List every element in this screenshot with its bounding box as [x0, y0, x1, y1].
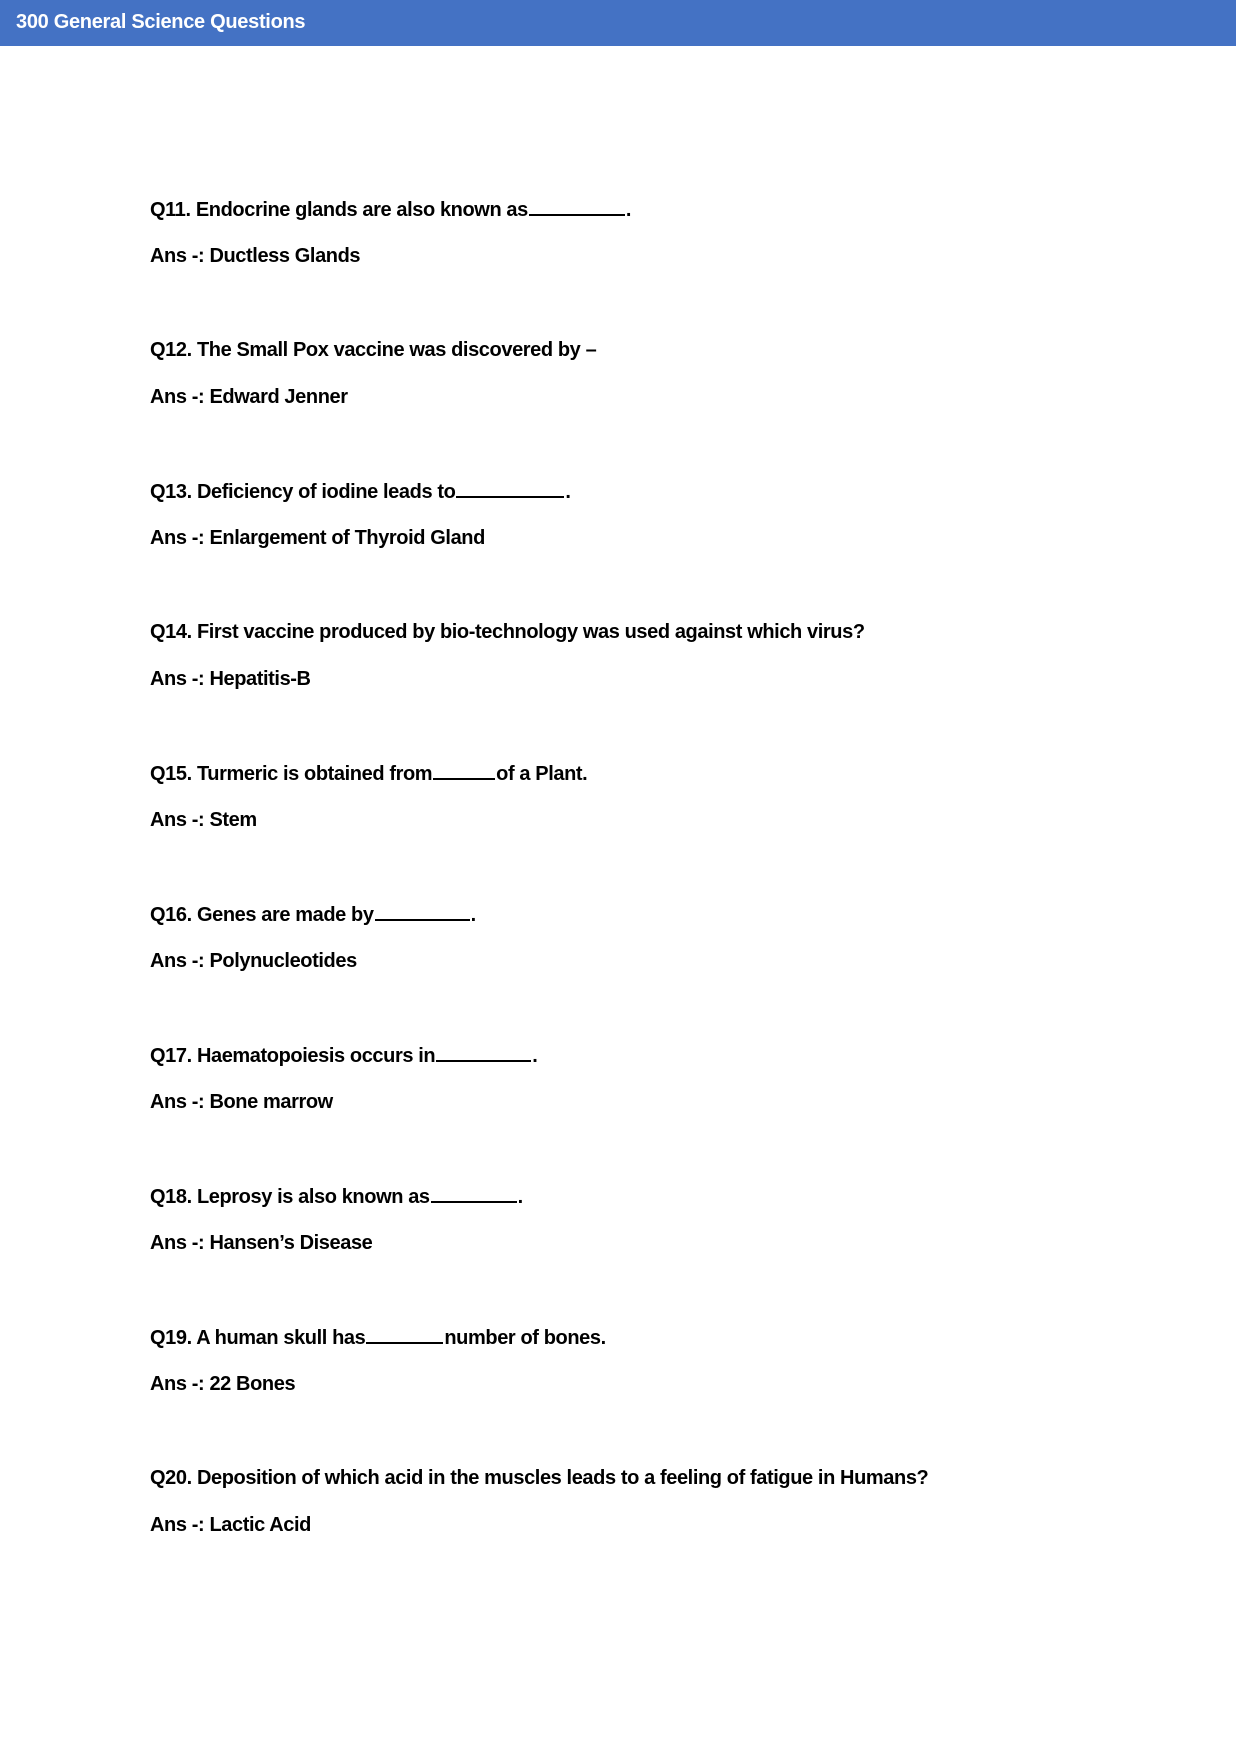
answer-prefix: Ans -: — [150, 245, 205, 267]
answer-text — [150, 807, 257, 833]
answer-value: Stem — [209, 809, 257, 831]
answer-value: Polynucleotides — [209, 950, 357, 972]
question-stem: Deficiency of iodine leads to — [196, 481, 456, 503]
question-number: Q11. — [150, 199, 191, 221]
answer-blank — [433, 760, 495, 780]
question-text — [150, 337, 596, 363]
question-text — [150, 619, 865, 645]
question-item — [150, 760, 1150, 901]
question-stem: Turmeric is obtained from — [196, 763, 433, 785]
answer-blank — [436, 1042, 531, 1062]
document-title: 300 General Science Questions — [16, 11, 306, 33]
question-number: Q17. — [150, 1045, 192, 1067]
question-text — [150, 1324, 606, 1351]
answer-value: Hansen’s Disease — [209, 1232, 373, 1254]
question-item — [150, 1324, 1150, 1465]
question-item — [150, 196, 1150, 337]
answer-blank — [456, 478, 564, 498]
question-suffix: number of bones. — [444, 1327, 606, 1349]
answer-text — [150, 1512, 311, 1538]
answer-text — [150, 1230, 372, 1256]
answer-text — [150, 525, 485, 551]
answer-text — [150, 384, 348, 410]
question-number: Q14. — [150, 621, 192, 643]
question-item — [150, 1042, 1150, 1183]
answer-prefix: Ans -: — [150, 527, 205, 549]
question-stem: Haematopoiesis occurs in — [196, 1045, 436, 1067]
question-stem: Deposition of which acid in the muscles leads to a feeling of fatigue in Humans? — [196, 1467, 929, 1489]
question-suffix: . — [532, 1045, 538, 1067]
question-stem: First vaccine produced by bio-technology was used against which virus? — [196, 621, 865, 643]
answer-value: Hepatitis-B — [209, 668, 311, 690]
question-suffix: . — [517, 1186, 523, 1208]
question-suffix: . — [565, 481, 571, 503]
question-text — [150, 1042, 537, 1069]
answer-prefix: Ans -: — [150, 668, 205, 690]
question-item — [150, 1465, 1150, 1606]
answer-prefix: Ans -: — [150, 1232, 205, 1254]
answer-value: Edward Jenner — [209, 386, 348, 408]
question-suffix: of a Plant. — [496, 763, 588, 785]
answer-prefix: Ans -: — [150, 809, 205, 831]
answer-prefix: Ans -: — [150, 386, 205, 408]
answer-value: Lactic Acid — [209, 1514, 311, 1536]
answer-value: Bone marrow — [209, 1091, 333, 1113]
question-item — [150, 337, 1150, 478]
question-text — [150, 760, 587, 787]
question-text — [150, 901, 476, 928]
question-item — [150, 1183, 1150, 1324]
question-number: Q19. — [150, 1327, 192, 1349]
question-item — [150, 478, 1150, 619]
question-text — [150, 1465, 928, 1491]
answer-value: 22 Bones — [209, 1373, 296, 1395]
answer-prefix: Ans -: — [150, 1091, 205, 1113]
question-number: Q20. — [150, 1467, 192, 1489]
answer-text — [150, 948, 357, 974]
question-item — [150, 901, 1150, 1042]
answer-prefix: Ans -: — [150, 950, 205, 972]
question-item — [150, 619, 1150, 760]
question-stem: Genes are made by — [196, 904, 374, 926]
question-number: Q12. — [150, 339, 192, 361]
question-list — [150, 196, 1150, 1606]
question-number: Q18. — [150, 1186, 192, 1208]
document-header-bar — [0, 0, 1236, 46]
question-suffix: . — [470, 904, 476, 926]
answer-value: Enlargement of Thyroid Gland — [209, 527, 485, 549]
answer-prefix: Ans -: — [150, 1373, 205, 1395]
answer-text — [150, 1089, 333, 1115]
answer-value: Ductless Glands — [209, 245, 361, 267]
answer-prefix: Ans -: — [150, 1514, 205, 1536]
answer-blank — [431, 1183, 517, 1203]
question-stem: Leprosy is also known as — [196, 1186, 430, 1208]
question-number: Q15. — [150, 763, 192, 785]
answer-text — [150, 243, 360, 269]
answer-blank — [375, 901, 470, 921]
question-suffix: . — [625, 199, 632, 221]
question-stem: Endocrine glands are also known as — [195, 199, 528, 221]
answer-text — [150, 1371, 295, 1397]
answer-blank — [529, 196, 625, 216]
question-text — [150, 196, 631, 223]
question-number: Q13. — [150, 481, 192, 503]
question-stem: The Small Pox vaccine was discovered by – — [196, 339, 597, 361]
question-text — [150, 1183, 523, 1210]
answer-blank — [366, 1324, 443, 1344]
question-number: Q16. — [150, 904, 192, 926]
question-stem: A human skull has — [196, 1327, 366, 1349]
question-text — [150, 478, 571, 505]
answer-text — [150, 666, 311, 692]
